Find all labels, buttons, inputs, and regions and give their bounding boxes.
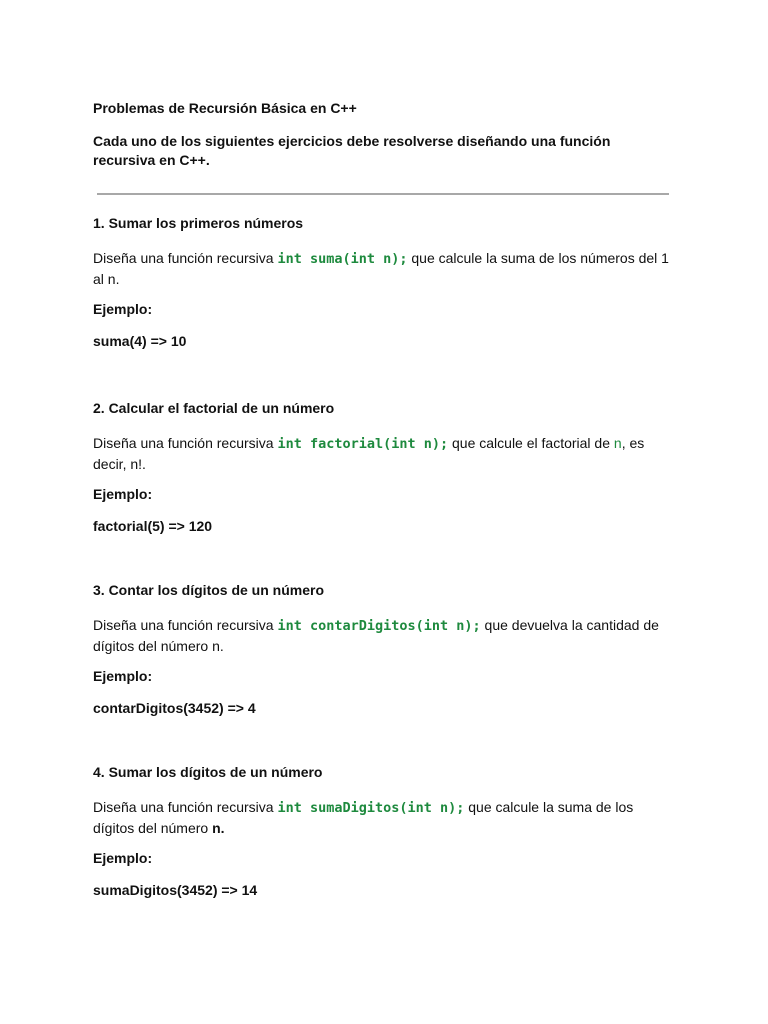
example-call: sumaDigitos(3452) => 14 [93, 882, 258, 898]
description-text: que calcule la suma de los números del 1 al n. [93, 250, 669, 287]
problem-heading: 4. Sumar los dígitos de un número [93, 764, 323, 780]
variable-name: n [613, 435, 622, 451]
problem-description [93, 248, 678, 289]
horizontal-divider [97, 193, 669, 195]
example-call: suma(4) => 10 [93, 333, 187, 349]
function-signature: int factorial(int n); [277, 436, 449, 452]
function-signature: int suma(int n); [277, 251, 408, 267]
example-call: factorial(5) => 120 [93, 518, 213, 534]
example-label: Ejemplo: [93, 850, 153, 866]
problem-section-4 [93, 764, 678, 899]
problem-heading: 2. Calcular el factorial de un número [93, 400, 335, 416]
function-signature: int sumaDigitos(int n); [277, 800, 465, 816]
problem-section-2 [93, 400, 678, 535]
example-label: Ejemplo: [93, 301, 153, 317]
example-call: contarDigitos(3452) => 4 [93, 700, 256, 716]
description-text: Diseña una función recursiva [93, 435, 278, 451]
example-label: Ejemplo: [93, 486, 153, 502]
document-title: Problemas de Recursión Básica en C++ [93, 100, 357, 116]
description-text: Diseña una función recursiva [93, 799, 278, 815]
problem-description [93, 433, 678, 474]
problem-heading: 3. Contar los dígitos de un número [93, 582, 325, 598]
problem-heading: 1. Sumar los primeros números [93, 215, 304, 231]
description-text: que calcule la suma de los dígitos del número [93, 799, 634, 836]
description-text: , es decir, n!. [93, 435, 645, 472]
problem-description [93, 797, 678, 838]
problem-section-1 [93, 215, 678, 350]
problem-description [93, 615, 678, 656]
variable-name: n. [212, 820, 225, 836]
description-text: Diseña una función recursiva [93, 617, 278, 633]
description-text: que devuelva la cantidad de dígitos del número n. [93, 617, 659, 654]
function-signature: int contarDigitos(int n); [277, 618, 481, 634]
problem-section-3 [93, 582, 678, 717]
example-label: Ejemplo: [93, 668, 153, 684]
description-text: que calcule el factorial de [448, 435, 614, 451]
document-intro: Cada uno de los siguientes ejercicios debe resolverse diseñando una función recursiva en C++. [93, 133, 611, 168]
description-text: Diseña una función recursiva [93, 250, 278, 266]
